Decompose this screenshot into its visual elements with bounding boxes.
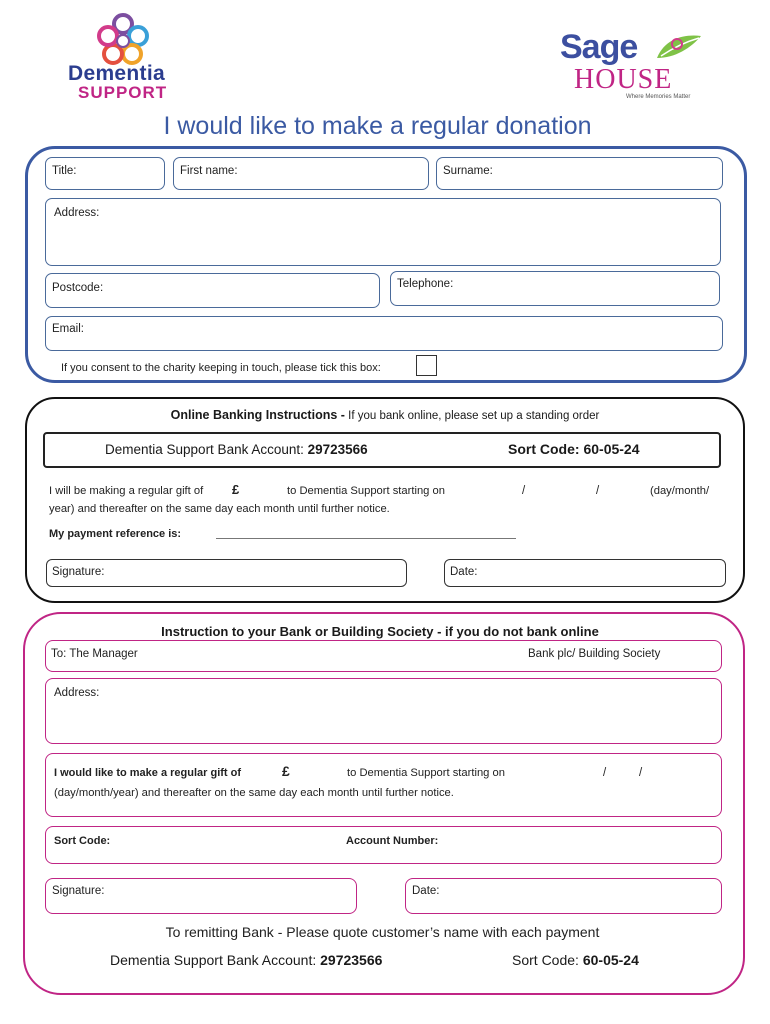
bank-details-field[interactable] xyxy=(45,826,722,864)
payment-reference-input[interactable] xyxy=(216,527,516,539)
dementia-support-logo xyxy=(60,10,190,105)
postcode-label: Postcode: xyxy=(52,282,104,294)
online-signature-field[interactable] xyxy=(46,559,407,587)
online-banking-heading xyxy=(0,408,770,422)
sort-code-value: 60-05-24 xyxy=(583,441,640,457)
telephone-field[interactable] xyxy=(390,271,720,306)
logo-text-support: SUPPORT xyxy=(78,83,168,102)
bank-address-field[interactable] xyxy=(45,678,722,744)
telephone-label: Telephone: xyxy=(397,278,454,290)
footer-sort-code: Sort Code: 60-05-24 xyxy=(512,952,639,968)
first-name-field[interactable] xyxy=(173,157,429,190)
online-date-format: (day/month/ xyxy=(650,485,710,497)
bank-account-number: 29723566 xyxy=(307,442,368,457)
address-label: Address: xyxy=(54,207,100,219)
online-currency-symbol: £ xyxy=(232,482,240,497)
bank-gift-text: I would like to make a regular gift of xyxy=(54,767,242,779)
consent-text: If you consent to the charity keeping in touch, please tick this box: xyxy=(61,362,381,374)
title-label: Title: xyxy=(52,165,77,177)
email-label: Email: xyxy=(52,323,84,335)
online-date-slash-2: / xyxy=(596,485,600,497)
online-starting-text: to Dementia Support starting on xyxy=(287,485,445,497)
account-number-label: Account Number: xyxy=(346,835,439,847)
address-field[interactable] xyxy=(45,198,721,266)
bank-date-line: (day/month/year) and thereafter on the same day each month until further notice. xyxy=(54,787,454,799)
postcode-field[interactable] xyxy=(45,273,380,308)
online-start-date-input[interactable] xyxy=(478,482,646,498)
bank-date-slash-1: / xyxy=(603,767,607,779)
bank-starting-text: to Dementia Support starting on xyxy=(347,767,505,779)
bank-signature-label: Signature: xyxy=(52,885,105,897)
footer-sort-code-value: 60-05-24 xyxy=(582,952,639,968)
online-date-slash-1: / xyxy=(522,485,526,497)
online-heading-bold: Online Banking Instructions - xyxy=(170,408,345,422)
bank-date-label: Date: xyxy=(412,885,440,897)
remitting-bank-text: To remitting Bank - Please quote customer’s name with each payment xyxy=(165,924,600,940)
online-date-label: Date: xyxy=(450,566,478,578)
online-gift-amount-input[interactable] xyxy=(246,482,284,498)
sage-house-logo xyxy=(560,28,710,106)
logo-text-house: HOUSE xyxy=(574,64,673,95)
surname-label: Surname: xyxy=(443,165,493,177)
logo-text-sage: Sage xyxy=(560,28,638,66)
footer-account-number: 29723566 xyxy=(320,952,383,968)
bank-start-date-input[interactable] xyxy=(536,763,656,781)
title-field[interactable] xyxy=(45,157,165,190)
online-date-format-cont: year) and thereafter on the same day each month until further notice. xyxy=(49,503,390,515)
surname-field[interactable] xyxy=(436,157,723,190)
first-name-label: First name: xyxy=(180,165,238,177)
sort-code-label: Sort Code: xyxy=(54,835,111,847)
bank-signature-field[interactable] xyxy=(45,878,357,914)
online-signature-label: Signature: xyxy=(52,566,105,578)
bank-account-text: Dementia Support Bank Account: 29723566 xyxy=(105,442,368,457)
bank-gift-box xyxy=(45,753,722,817)
online-heading-rest: If you bank online, please set up a standing order xyxy=(344,410,600,422)
bank-account-box xyxy=(43,432,721,468)
bank-name-label: Bank plc/ Building Society xyxy=(528,648,661,660)
bank-instruction-heading: Instruction to your Bank or Building Society - if you do not bank online xyxy=(161,624,599,639)
online-date-field[interactable] xyxy=(444,559,726,587)
online-gift-text: I will be making a regular gift of xyxy=(49,485,204,497)
bank-date-slash-2: / xyxy=(639,767,643,779)
bank-currency-symbol: £ xyxy=(282,763,290,779)
bank-date-field[interactable] xyxy=(405,878,722,914)
consent-checkbox[interactable] xyxy=(416,355,437,376)
leaf-icon xyxy=(655,32,703,62)
bank-manager-field[interactable] xyxy=(45,640,722,672)
payment-reference-label: My payment reference is: xyxy=(49,528,182,540)
flower-icon xyxy=(95,12,151,68)
bank-address-label: Address: xyxy=(54,687,100,699)
email-field[interactable] xyxy=(45,316,723,351)
footer-bank-account: Dementia Support Bank Account: 29723566 xyxy=(110,952,383,968)
page-title: I would like to make a regular donation xyxy=(163,112,592,140)
to-manager-label: To: The Manager xyxy=(51,648,138,660)
logo-text-dementia: Dementia xyxy=(68,62,165,85)
bank-gift-amount-input[interactable] xyxy=(298,763,344,781)
sort-code-text: Sort Code: 60-05-24 xyxy=(508,441,640,457)
logo-tagline: Where Memories Matter xyxy=(626,94,691,100)
